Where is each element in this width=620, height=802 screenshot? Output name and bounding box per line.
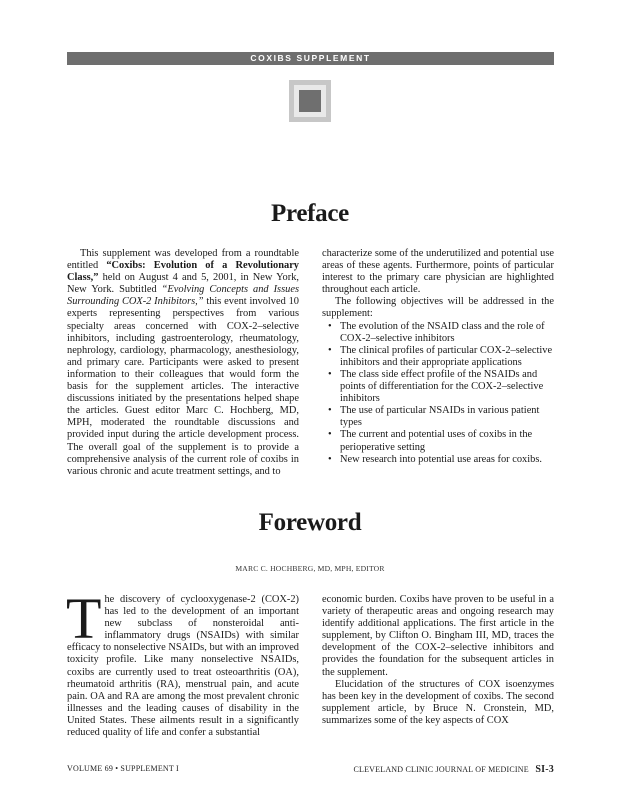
foreword-byline: MARC C. HOCHBERG, MD, MPH, EDITOR [235,564,385,573]
bullet-icon: • [328,429,332,441]
objectives-list [322,321,554,466]
bullet-icon: • [328,344,332,356]
section-banner: COXIBS SUPPLEMENT [67,52,554,65]
preface-column-right [322,248,554,466]
bullet-icon: • [328,320,332,332]
preface-paragraph-1-continued: characterize some of the underutilized and potential use areas of these agents. Furthermore, points of particular interest to the primary care physician are highlighted throughout each article. [322,248,554,296]
footer-journal: CLEVELAND CLINIC JOURNAL OF MEDICINE SI-3 [353,764,554,775]
objective-text: The class side effect profile of the NSAIDs and points of differentiation for the COX-2–selective inhibitors [340,368,544,405]
objective-text: The clinical profiles of particular COX-2–selective inhibitors and their appropriate applications [340,344,553,368]
objective-text: New research into potential use areas for coxibs. [340,453,542,465]
bullet-icon: • [328,453,332,465]
bullet-icon: • [328,405,332,417]
foreword-paragraph-2: Elucidation of the structures of COX isoenzymes has been key in the development of coxibs. The second supplement article, by Bruce N. Cronstein, MD, summarizes some of the key aspects of COX [322,678,554,726]
foreword-column-right [322,594,554,727]
objective-item [322,321,554,345]
objective-text: The evolution of the NSAID class and the role of COX-2–selective inhibitors [340,320,545,344]
foreword-column-left [66,586,299,739]
objective-text: The use of particular NSAIDs in various patient types [340,405,540,429]
objective-item [322,429,554,453]
objective-item [322,405,554,429]
objective-item [322,345,554,369]
page-number: SI-3 [535,764,554,775]
foreword-title: Foreword [258,509,362,536]
foreword-paragraph-1-continued: economic burden. Coxibs have proven to be useful in a variety of therapeutic areas and ongoing research may identify additional applications. The first article in the supplement, by Clifton O. Bingham III, MD, traces the development of the COX-2–selective inhibitors and provides the foundation for the subsequent articles in the supplement. [322,594,554,678]
preface-paragraph-1: This supplement was developed from a roundtable entitled “Coxibs: Evolution of a Revolutionary Class,” held on August 4 and 5, 2001, in New York, New York. Subtitled “Evolving Concepts and Issues Surrounding COX-2 Inhibitors,” this event involved 10 experts representing perspectives from various specialty areas concerned with COX-2–selective inhibitors, including gastroenterology, rheumatology, nephrology, cardiology, pharmacology, anesthesiology, and primary care. Participants were asked to present information to their colleagues that would form the basis for the supplement articles. The interactive discussions initiated by the presentations helped shape the articles. Guest editor Marc C. Hochberg, MD, MPH, moderated the roundtable discussions and provided input during the article development process. The overall goal of the supplement is to provide a comprehensive analysis of the current role of coxibs in various chronic and acute treatment settings, and to [67,248,300,477]
square-emblem-icon [289,80,331,122]
footer-volume: VOLUME 69 • SUPPLEMENT I [67,764,179,773]
objective-text: The current and potential uses of coxibs in the perioperative setting [340,429,533,453]
drop-cap: T [66,586,102,651]
preface-paragraph-2: The following objectives will be addressed in the supplement: [322,296,554,320]
bullet-icon: • [328,368,332,380]
objective-item [322,369,554,405]
foreword-paragraph-1: The discovery of cyclooxygenase-2 (COX-2) has led to the development of an important new subclass of nonsteroidal anti-inflammatory drugs (NSAIDs) with similar efficacy to nonselective NSAIDs, but with an improved toxicity profile. Like many nonselective NSAIDs, coxibs are currently used to treat osteoarthritis (OA), rheumatoid arthritis (RA), menstrual pain, and acute pain. OA and RA are among the most prevalent chronic illnesses and the leading causes of disability in the United States. These ailments result in a significantly reduced quality of life and confer a substantial [66,586,299,739]
objective-item [322,454,554,466]
preface-column-left [67,248,299,478]
preface-title: Preface [271,200,349,227]
